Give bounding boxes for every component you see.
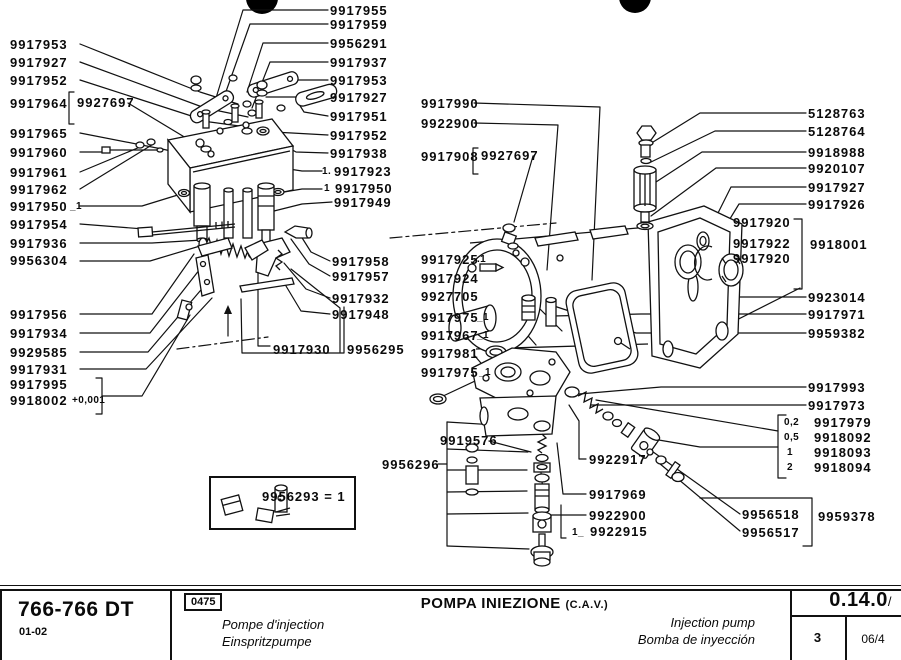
part-label: 1 [324, 183, 330, 194]
part-label: 9917965 [10, 126, 68, 141]
part-label: 9917953 [10, 37, 68, 52]
part-label: 9917952 [10, 73, 68, 88]
part-label: 9917948 [332, 307, 390, 322]
part-label: _1 [479, 367, 491, 378]
part-label: 9917958 [332, 254, 390, 269]
part-label: 9917959 [330, 17, 388, 32]
part-label: 9918094 [814, 460, 872, 475]
part-label: 9917924 [421, 271, 479, 286]
part-label: 9917923 [334, 164, 392, 179]
part-label: 0,2 [784, 417, 800, 428]
part-label: 9917995 [10, 377, 68, 392]
punch-hole [619, 0, 651, 13]
part-label: 9922917 [589, 452, 647, 467]
part-label: 9917971 [808, 307, 866, 322]
part-label: 9917993 [808, 380, 866, 395]
title-french: Pompe d'injection [222, 617, 325, 632]
part-label: 9917961 [10, 165, 68, 180]
part-label: 9922900 [589, 508, 647, 523]
part-label: 0,5 [784, 432, 800, 443]
part-label: 9917975 [421, 365, 479, 380]
part-label: 9922900 [421, 116, 479, 131]
part-label: 9917952 [330, 128, 388, 143]
part-label: 9917926 [808, 197, 866, 212]
part-label: 9917951 [330, 109, 388, 124]
part-label: 9917938 [330, 146, 388, 161]
part-label: 9917956 [10, 307, 68, 322]
part-label: 9918988 [808, 145, 866, 160]
section-number [792, 589, 892, 612]
part-label: 9917969 [589, 487, 647, 502]
part-label: 9922915 [590, 524, 648, 539]
part-label: 9956293 = 1 [262, 489, 346, 504]
part-label: 9917975 [421, 310, 479, 325]
part-label: 5128764 [808, 124, 866, 139]
part-label: 1. [322, 166, 332, 177]
part-label: 9917925 [421, 252, 479, 267]
part-label: 9917930 [273, 342, 331, 357]
title-german: Einspritzpumpe [222, 634, 312, 649]
part-label: 9917955 [330, 3, 388, 18]
divider [0, 589, 901, 591]
part-label: 9956291 [330, 36, 388, 51]
page-title-suffix: (C.A.V.) [565, 599, 609, 611]
revision-date: 06/4 [861, 632, 885, 646]
part-label: 9956304 [10, 253, 68, 268]
part-label: 9919576 [440, 433, 498, 448]
part-label: 9956518 [742, 507, 800, 522]
sheet-number: 3 [813, 630, 822, 645]
page-title [392, 595, 637, 612]
punch-hole [246, 0, 278, 14]
part-label: 9917927 [10, 55, 68, 70]
part-label: _1 [477, 312, 489, 323]
part-label: 9917908 [421, 149, 479, 164]
part-label: .1 [477, 254, 487, 265]
part-label: 9956296 [382, 457, 440, 472]
part-label: 1 [787, 447, 793, 458]
footer-title-block [0, 585, 901, 660]
part-label: 9917927 [330, 90, 388, 105]
part-label: 9917920 [733, 215, 791, 230]
divider [170, 590, 172, 660]
part-label: 9918092 [814, 430, 872, 445]
part-label: 9918001 [810, 237, 868, 252]
part-label: 9917960 [10, 145, 68, 160]
part-label: 9927697 [481, 148, 539, 163]
part-label: 5128763 [808, 106, 866, 121]
part-label: 9917962 [10, 182, 68, 197]
part-label: 9917931 [10, 362, 68, 377]
part-label: 9917932 [332, 291, 390, 306]
part-label: _1 [70, 201, 82, 212]
part-label: 9917937 [330, 55, 388, 70]
part-label: 9959382 [808, 326, 866, 341]
part-label: 2 [787, 462, 793, 473]
section-number-suffix: / [887, 594, 892, 609]
part-label: 9918093 [814, 445, 872, 460]
part-label: 9917979 [814, 415, 872, 430]
part-label: 9917981 [421, 346, 479, 361]
page-title-main: POMPA INIEZIONE [420, 595, 561, 612]
section-number-value: 0.14.0 [829, 589, 888, 611]
part-label: 9917990 [421, 96, 479, 111]
part-label: 9917927 [808, 180, 866, 195]
part-label: 9917973 [808, 398, 866, 413]
part-label: 9917920 [733, 251, 791, 266]
figure-code: 0475 [184, 593, 222, 611]
part-label: 9927705 [421, 289, 479, 304]
part-label: 9923014 [808, 290, 866, 305]
part-label: 9917964 [10, 96, 68, 111]
model-number: 766-766 DT [18, 598, 134, 621]
part-label: 9917936 [10, 236, 68, 251]
part-label: 9956295 [347, 342, 405, 357]
divider [0, 590, 2, 660]
model-code: 01-02 [19, 626, 48, 638]
part-label: 9917957 [332, 269, 390, 284]
part-label: 9956517 [742, 525, 800, 540]
part-label: 1_ [572, 527, 584, 538]
divider [0, 585, 901, 586]
part-label: +0,001 [72, 395, 106, 406]
part-label: 9917967 [421, 328, 479, 343]
part-label: _1 [477, 330, 489, 341]
part-label: 9917950 [335, 181, 393, 196]
part-label: 9929585 [10, 345, 68, 360]
part-label: 9917922 [733, 236, 791, 251]
part-label: 9917949 [334, 195, 392, 210]
part-label: 9917950 [10, 199, 68, 214]
part-label: 9920107 [808, 161, 866, 176]
part-label: 9927697 [77, 95, 135, 110]
part-label: 9917934 [10, 326, 68, 341]
title-spanish: Bomba de inyección [637, 632, 755, 647]
title-english: Injection pump [670, 615, 755, 630]
part-label: 9959378 [818, 509, 876, 524]
part-label: 9918002 [10, 393, 68, 408]
part-label: 9917953 [330, 73, 388, 88]
part-label: 9917954 [10, 217, 68, 232]
